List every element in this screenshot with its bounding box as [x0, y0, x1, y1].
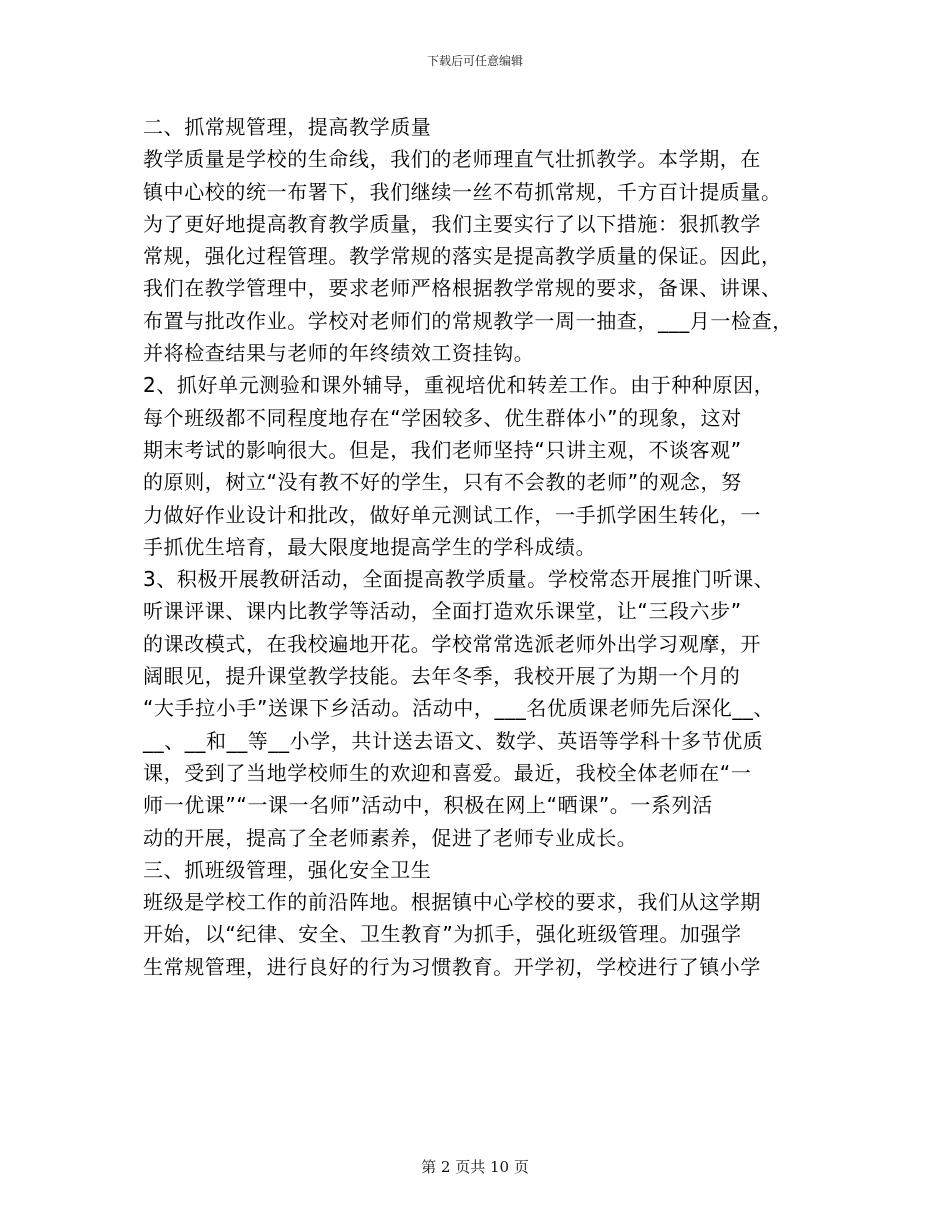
paragraph-line: 阔眼见，提升课堂教学技能。去年冬季，我校开展了为期一个月的 — [143, 664, 741, 689]
paragraph-line: 我们在教学管理中，要求老师严格根据教学常规的要求，备课、讲课、 — [143, 276, 782, 301]
paragraph-line: “大手拉小手”送课下乡活动。活动中，___名优质课老师先后深化__、 — [143, 696, 775, 721]
paragraph-line: 并将检查结果与老师的年终绩效工资挂钩。 — [143, 341, 535, 366]
paragraph-line: 为了更好地提高教育教学质量，我们主要实行了以下措施：狠抓教学 — [143, 211, 761, 236]
paragraph-line: 镇中心校的统一布署下，我们继续一丝不苟抓常规，千方百计提质量。 — [143, 179, 782, 204]
paragraph-line: 布置与批改作业。学校对老师们的常规教学一周一抽查，___月一检查， — [143, 308, 793, 333]
paragraph-line: 课，受到了当地学校师生的欢迎和喜爱。最近，我校全体老师在“一 — [143, 760, 752, 785]
paragraph-line: 动的开展，提高了全老师素养，促进了老师专业成长。 — [143, 825, 638, 850]
paragraph-line: 手抓优生培育，最大限度地提高学生的学科成绩。 — [143, 534, 597, 559]
section-heading-3: 三、抓班级管理，强化安全卫生 — [143, 857, 432, 882]
paragraph-line: 的课改模式，在我校遍地开花。学校常常选派老师外出学习观摩，开 — [143, 631, 761, 656]
paragraph-line: 期末考试的影响很大。但是，我们老师坚持“只讲主观，不谈客观” — [143, 437, 742, 462]
paragraph-line: 的原则，树立“没有教不好的学生，只有不会教的老师”的观念，努 — [143, 470, 742, 495]
paragraph-line: 2、抓好单元测验和课外辅导，重视培优和转差工作。由于种种原因， — [143, 373, 775, 398]
paragraph-line: 常规，强化过程管理。教学常规的落实是提高教学质量的保证。因此， — [143, 244, 782, 269]
paragraph-line: 开始，以“纪律、安全、卫生教育”为抓手，强化班级管理。加强学 — [143, 922, 742, 947]
page-header: 下载后可任意编辑 — [426, 54, 523, 68]
paragraph-line: 班级是学校工作的前沿阵地。根据镇中心学校的要求，我们从这学期 — [143, 890, 761, 915]
paragraph-line: 3、积极开展教研活动，全面提高教学质量。学校常态开展推门听课、 — [143, 567, 775, 592]
page-footer: 第 2 页共 10 页 — [421, 1158, 529, 1176]
paragraph-line: 师一优课”“一课一名师”活动中，积极在网上“晒课”。一系列活 — [143, 793, 713, 818]
section-heading-2: 二、抓常规管理，提高教学质量 — [143, 115, 432, 139]
paragraph-line: 教学质量是学校的生命线，我们的老师理直气壮抓教学。本学期，在 — [143, 147, 761, 172]
paragraph-line: __、__和__等__小学，共计送去语文、数学、英语等学科十多节优质 — [143, 728, 764, 753]
paragraph-line: 生常规管理，进行良好的行为习惯教育。开学初，学校进行了镇小学 — [143, 954, 761, 979]
document-body — [143, 111, 823, 983]
paragraph-line: 力做好作业设计和批改，做好单元测试工作，一手抓学困生转化，一 — [143, 502, 761, 527]
paragraph-line: 听课评课、课内比教学等活动，全面打造欢乐课堂，让“三段六步” — [143, 599, 742, 624]
paragraph-line: 每个班级都不同程度地存在“学困较多、优生群体小”的现象，这对 — [143, 405, 742, 430]
